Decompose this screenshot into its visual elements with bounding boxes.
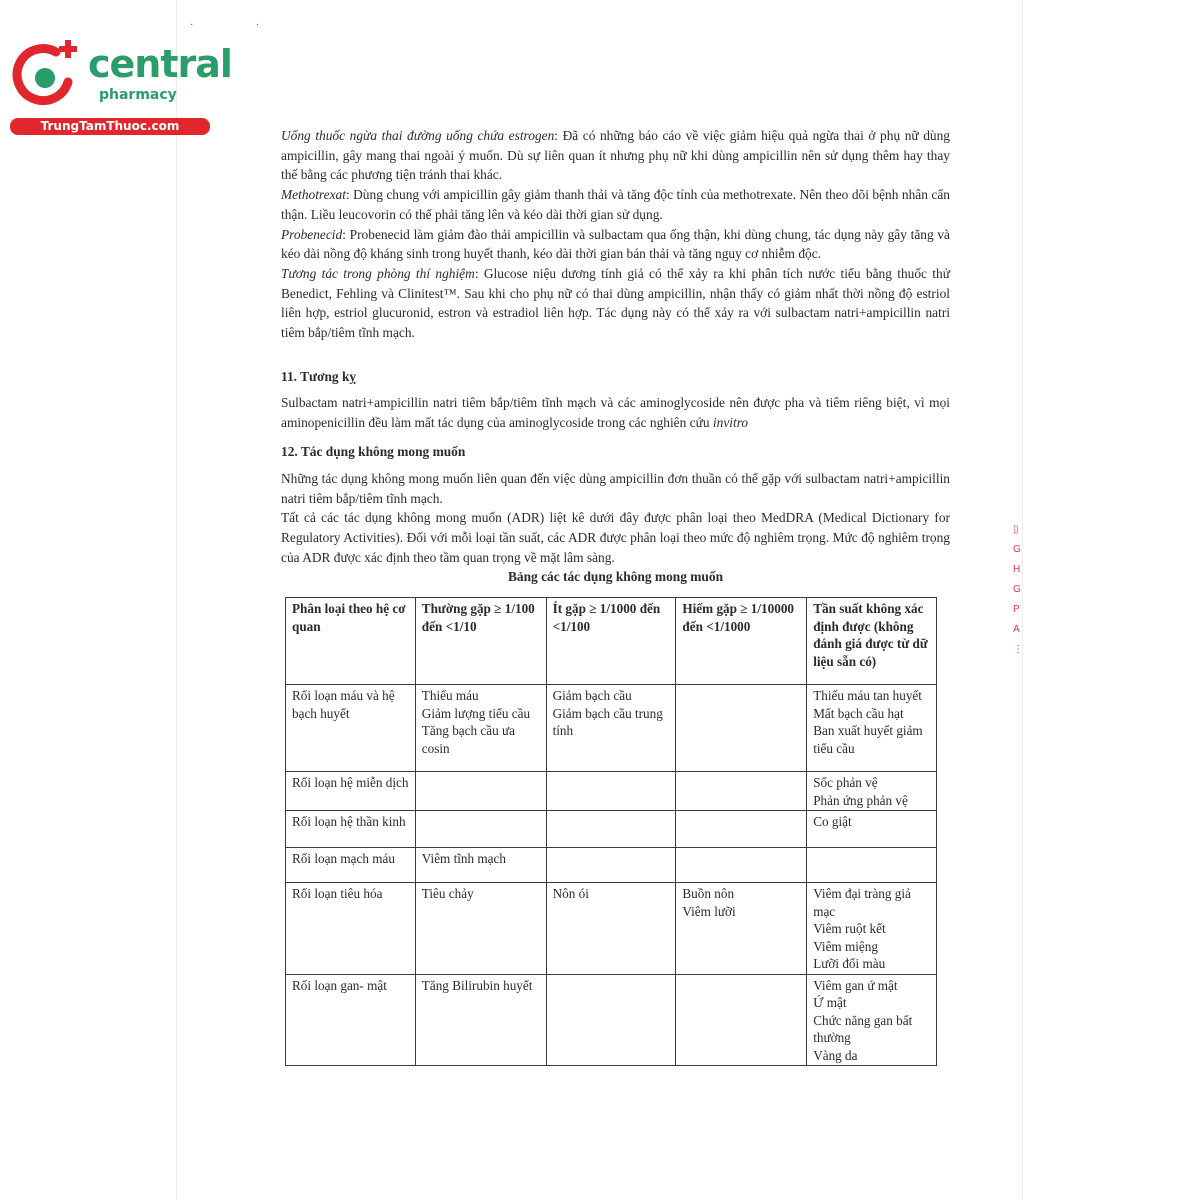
section-11-invitro: invitro — [712, 414, 749, 430]
reaction-item: Thiếu máu — [421, 688, 479, 703]
reaction-item: Ứ mật — [813, 995, 847, 1010]
reaction-item: Giảm bạch cầu — [552, 688, 632, 703]
interaction-paragraph — [281, 264, 950, 343]
frequency-cell — [807, 848, 937, 883]
frequency-cell — [415, 883, 546, 975]
reaction-item: Nôn ói — [552, 886, 589, 901]
section-11-text — [281, 393, 950, 432]
interactions-section — [281, 126, 950, 343]
frequency-cell — [415, 848, 546, 883]
reaction-item: Buồn nôn — [682, 886, 735, 901]
logo-subtitle: pharmacy — [99, 87, 177, 103]
frequency-cell — [546, 974, 676, 1066]
table-row — [286, 811, 937, 848]
reaction-item: Tăng bạch cầu ưa cosin — [421, 723, 515, 756]
table-title: Bảng các tác dụng không mong muốn — [507, 569, 724, 584]
interaction-paragraph — [281, 225, 950, 264]
header-common: Thường gặp ≥ 1/100 đến <1/10 — [415, 598, 546, 685]
frequency-cell — [676, 883, 807, 975]
frequency-cell — [415, 685, 546, 772]
interaction-term: Uống thuốc ngừa thai đường uống chứa estrogen — [281, 128, 555, 143]
frequency-cell — [676, 685, 807, 772]
adverse-reactions-table — [285, 597, 937, 1066]
frequency-cell — [807, 883, 937, 975]
red-stamp-fragment: ▯ G H G P A ⋮ — [1013, 524, 1023, 655]
logo-wordmark: central — [88, 42, 232, 86]
reaction-item: Viêm ruột kết — [813, 921, 886, 936]
reaction-item: Lưỡi đổi màu — [813, 956, 886, 971]
scan-edge-left — [176, 0, 177, 1200]
frequency-cell — [676, 848, 807, 883]
organ-class-cell: Rối loạn hệ thần kinh — [286, 811, 416, 848]
frequency-cell — [546, 883, 676, 975]
table-row — [286, 685, 937, 772]
interaction-term: Methotrexat — [281, 187, 346, 203]
frequency-cell — [546, 811, 676, 848]
frequency-cell — [807, 685, 937, 772]
header-organ-class: Phân loại theo hệ cơ quan — [286, 598, 416, 685]
reaction-item: Viêm đại tràng giả mạc — [813, 886, 911, 919]
interaction-term: Probenecid — [281, 226, 343, 242]
interaction-text: : Glucose niệu dương tính giả có thể xảy ra khi phân tích nước tiểu bằng thuốc thử Benedict, Fehling và Clinitest™. Sau khi cho phụ nữ có thai dùng ampicillin, nhận thấy có giảm nhất thời nồng độ estriol liên hợp, estriol glucuronid, estron và estradiol liên hợp. Tác dụng này có thể xảy ra với sulbactam natri+ampicillin natri tiêm bắp/tiêm tĩnh mạch. — [281, 265, 950, 341]
section-12-paragraph-1: Những tác dụng không mong muốn liên quan đến việc dùng ampicillin đơn thuần có thể gặp với sulbactam natri+ampicillin natri tiêm bắp/tiêm tĩnh mạch. — [281, 471, 950, 506]
reaction-item: Vàng da — [813, 1047, 858, 1063]
scan-specks: · · — [190, 20, 290, 31]
section-12-heading: 12. Tác dụng không mong muốn — [281, 444, 466, 459]
header-rare: Hiếm gặp ≥ 1/10000 đến <1/1000 — [676, 598, 807, 685]
interaction-term: Tương tác trong phòng thí nghiệm — [281, 265, 475, 281]
table-row — [286, 772, 937, 811]
reaction-item: Chức năng gan bất thường — [813, 1012, 913, 1045]
reaction-item: Giảm lượng tiểu cầu — [421, 705, 531, 721]
reaction-item: Co giật — [813, 814, 852, 829]
interaction-text: : Probenecid làm giảm đào thải ampicillin và sulbactam qua ống thận, khi dùng chung, tác dụng này gây tăng và kéo dài nồng độ kháng sinh trong huyết thanh, kéo dài thời gian bán thải và tăng nguy cơ nhiễm độc. — [281, 226, 950, 262]
reaction-item: Viêm tĩnh mạch — [421, 851, 506, 866]
reaction-item: Mất bạch cầu hạt — [813, 705, 904, 721]
reaction-item: Giảm bạch cầu trung tính — [552, 705, 663, 738]
organ-class-cell: Rối loạn mạch máu — [286, 848, 416, 883]
organ-class-cell: Rối loạn tiêu hóa — [286, 883, 416, 975]
reaction-item: Ban xuất huyết giảm tiểu cầu — [813, 723, 923, 756]
frequency-cell — [546, 772, 676, 811]
reaction-item: Viêm gan ứ mật — [813, 977, 898, 993]
frequency-cell — [546, 685, 676, 772]
section-12-paragraph-2: Tất cả các tác dụng không mong muốn (ADR) liệt kê dưới đây được phân loại theo MedDRA (Medical Dictionary for Regulatory Activities). Đối với mỗi loại tần suất, các ADR được phân loại theo mức độ nghiêm trọng. Mức độ nghiêm trọng của ADR được xác định theo tầm quan trọng về mặt lâm sàng. — [281, 510, 950, 565]
frequency-cell — [676, 772, 807, 811]
logo-site-banner: TrungTamThuoc.com — [10, 118, 210, 135]
table-body — [286, 685, 937, 1066]
reaction-item: Phản ứng phản vệ — [813, 792, 908, 808]
header-uncommon: Ít gặp ≥ 1/1000 đến <1/100 — [546, 598, 676, 685]
central-pharmacy-logo[interactable] — [10, 38, 232, 138]
frequency-cell — [676, 811, 807, 848]
section-11-heading: 11. Tương kỵ — [281, 369, 357, 384]
organ-class-cell: Rối loạn gan- mật — [286, 974, 416, 1066]
organ-class-cell: Rối loạn máu và hệ bạch huyết — [286, 685, 416, 772]
frequency-cell — [807, 974, 937, 1066]
frequency-cell — [676, 974, 807, 1066]
interaction-text: : Dùng chung với ampicillin gây giảm thanh thải và tăng độc tính của methotrexate. Nên theo dõi bệnh nhân cẩn thận. Liều leucovorin có thể phải tăng lên và kéo dài thời gian sử dụng. — [281, 187, 950, 222]
reaction-item: Thiếu máu tan huyết — [813, 688, 922, 703]
table-row — [286, 848, 937, 883]
frequency-cell — [415, 811, 546, 848]
reaction-item: Viêm lưỡi — [682, 903, 736, 919]
organ-class-cell: Rối loạn hệ miễn dịch — [286, 772, 416, 811]
header-unknown: Tần suất không xác định được (không đánh giá được từ dữ liệu sẵn có) — [807, 598, 937, 685]
frequency-cell — [415, 974, 546, 1066]
frequency-cell — [546, 848, 676, 883]
section-12-text — [281, 469, 950, 568]
section-11-body: Sulbactam natri+ampicillin natri tiêm bắp/tiêm tĩnh mạch và các aminoglycoside nên được pha và tiêm riêng biệt, vì mọi aminopenicillin đều làm mất tác dụng của aminoglycoside trong các nghiên cứu — [281, 395, 950, 430]
frequency-cell — [807, 811, 937, 848]
frequency-cell — [807, 772, 937, 811]
interaction-paragraph — [281, 126, 950, 185]
pharmacy-cross-icon — [10, 38, 80, 108]
interaction-paragraph — [281, 185, 950, 224]
frequency-cell — [415, 772, 546, 811]
reaction-item: Sốc phản vệ — [813, 775, 878, 790]
reaction-item: Tiêu chảy — [421, 886, 474, 901]
interaction-text: : Đã có những báo cáo về việc giảm hiệu quả ngừa thai ở phụ nữ dùng ampicillin, gây mang thai ngoài ý muốn. Dù sự liên quan ít nhưng phụ nữ khi dùng ampicillin nên sử dụng thêm hay thay thế bằng các phương tiện tránh thai khác. — [281, 128, 951, 183]
table-row — [286, 974, 937, 1066]
reaction-item: Viêm miệng — [813, 938, 878, 954]
table-header-row — [286, 598, 937, 685]
reaction-item: Tăng Bilirubin huyết — [421, 977, 533, 993]
table-row — [286, 883, 937, 975]
